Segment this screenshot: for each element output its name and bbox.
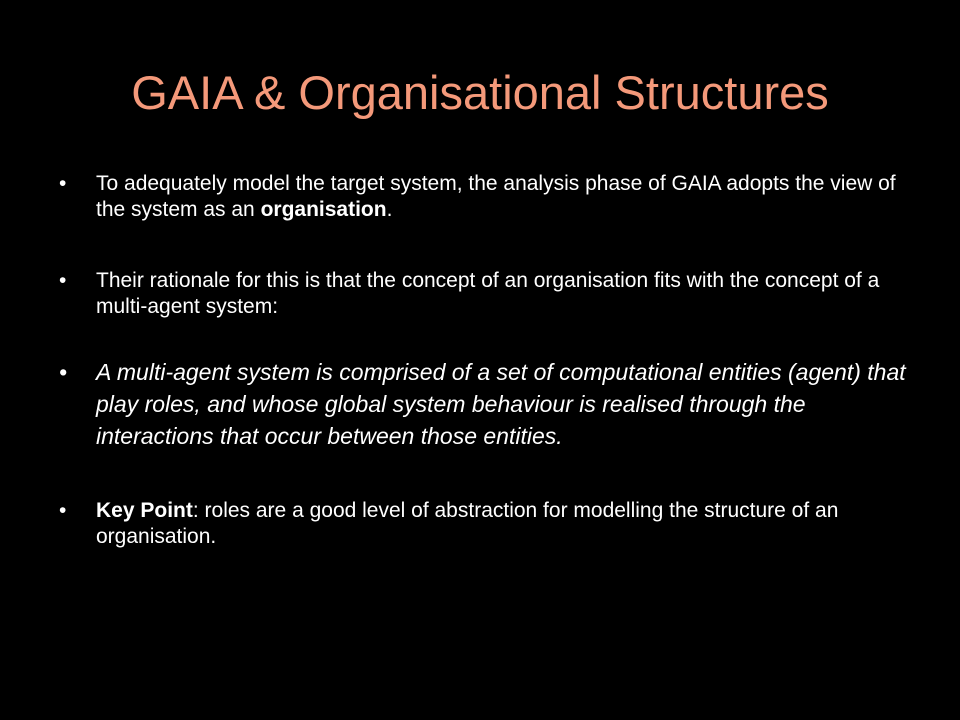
bullet-item (59, 171, 919, 223)
bullet-marker: • (59, 172, 67, 195)
bullet-emphasis: organisation (260, 198, 387, 221)
bullet-item (59, 498, 919, 550)
bullet-text: Their rationale for this is that the concept of an organisation fits with the concept of a multi-agent system: (96, 269, 880, 318)
bullet-emphasis: Key Point (96, 499, 193, 522)
bullet-text: To adequately model the target system, the analysis phase of GAIA adopts the view of the system as an (96, 172, 896, 221)
bullet-marker: • (59, 499, 67, 522)
slide-title: GAIA & Organisational Structures (131, 66, 829, 119)
bullet-item-quote (59, 356, 919, 452)
bullet-text: A multi-agent system is comprised of a set of computational entities (agent) that play roles, and whose global system behaviour is realised through the interactions that occur between those entities. (96, 359, 906, 449)
bullet-text: : roles are a good level of abstraction for modelling the structure of an organisation. (96, 499, 839, 548)
bullet-item (59, 268, 919, 320)
bullet-text: . (386, 198, 393, 221)
bullet-marker: • (59, 359, 68, 385)
bullet-marker: • (59, 269, 67, 292)
bullet-list (59, 171, 919, 550)
